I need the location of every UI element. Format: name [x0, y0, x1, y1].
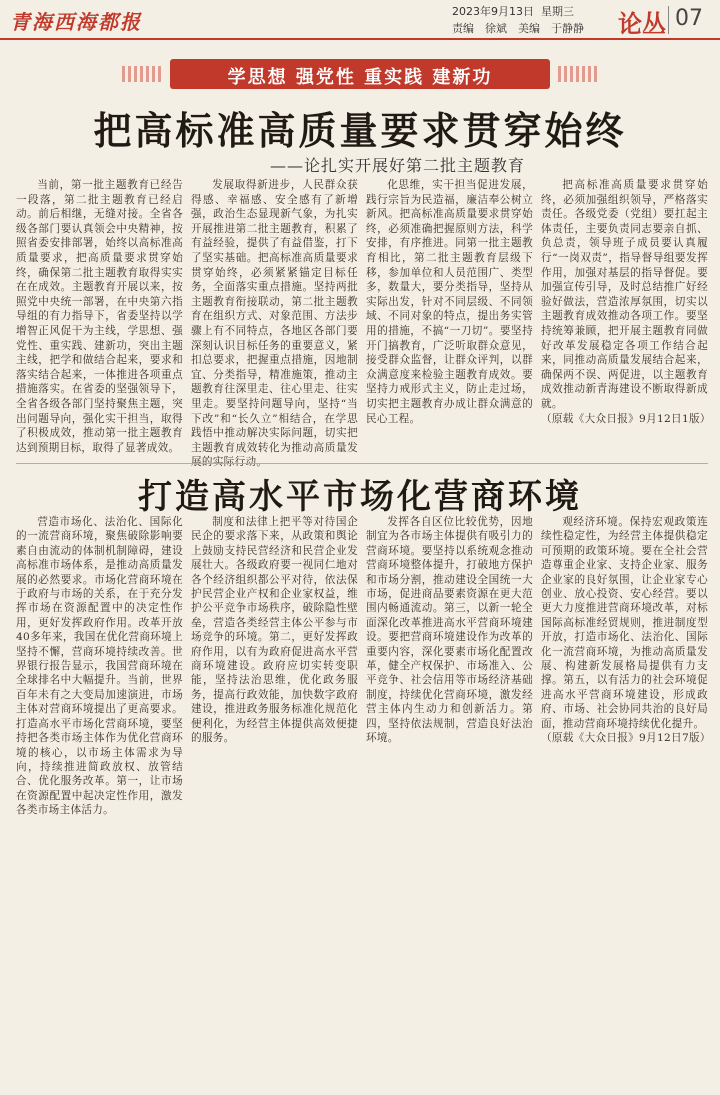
- section-name: 论丛: [618, 10, 666, 38]
- article1-column-1: [16, 178, 183, 461]
- article2-column-1: [16, 515, 183, 1090]
- paragraph: 当前，第一批主题教育已经告一段落，第二批主题教育已经启动。前后相继，无缝对接。全省各级各部门要认真领会中央精神，按照省委安排部署，始终以高标准高质量要求，把高质量要求贯穿始终，确保第二批主题教育取得实实在在成效。主题教育开展以来，按照党中央统一部署，在中央第六指导组的有力指导下，省委坚持以学增智正风促干为主线，学思想、强党性、重实践、建新功，突出主题主线，把学和做结合起来，要求和落实结合起来，一体推进各项重点措施落实。在省委的坚强领导下，全省各级各部门坚持聚焦主题，突出问题导向，强化实干担当，取得了积极成效，推动第一批主题教育达到预期目标，取得了显著成效。: [16, 179, 183, 454]
- issue-date: 2023年9月13日: [452, 5, 534, 18]
- page-divider: [668, 6, 669, 34]
- masthead: [0, 0, 720, 40]
- article1-column-4: [541, 178, 711, 461]
- paper-name: 青海西海都报: [10, 10, 142, 34]
- slogan-text: 学思想 强党性 重实践 建新功: [227, 67, 493, 88]
- weekday: 星期三: [541, 5, 574, 18]
- article2-column-3: [366, 515, 533, 1090]
- date-line: [452, 3, 574, 19]
- article1-column-3: [366, 178, 533, 461]
- article1-column-2: [191, 178, 358, 461]
- article1-body: [16, 178, 711, 461]
- editors-line: 责编 徐斌 美编 于静静: [452, 22, 584, 35]
- article2-body: [16, 515, 711, 1090]
- article-divider: [16, 463, 708, 464]
- paragraph: 把高标准高质量要求贯穿始终，必须加强组织领导，严格落实责任。各级党委（党组）要扛起主体责任，主要负责同志要亲自抓、负总责，领导班子成员要认真履行“一岗双责”，指导督导组要发挥作用，加强对基层的指导督促。要加强宣传引导，及时总结推广好经验好做法，营造浓厚氛围，切实以主题教育成效推动各项工作。要坚持统筹兼顾，把开展主题教育同做好改革发展稳定各项工作结合起来，同推动高质量发展结合起来，确保两不误、两促进，以主题教育成效推动新青海建设不断取得新成就。: [541, 179, 708, 410]
- article2-source: （原载《大众日报》9月12日7版）: [541, 732, 711, 745]
- slogan-banner: [170, 59, 550, 89]
- article2-column-2: [191, 515, 358, 1090]
- paragraph: 化思维，实干担当促进发展，践行宗旨为民造福，廉洁奉公树立新风。把高标准高质量要求贯穿始终，必须准确把握原则方法，科学安排，有序推进。同第一批主题教育相比，第二批主题教育层级下移，参加单位和人员范围广、类型多，数量大，要分类指导，坚持从实际出发，针对不同层级、不同领域、不同对象的特点，提出务实管用的措施，不搞“一刀切”。要坚持开门搞教育，广泛听取群众意见，接受群众监督，让群众评判，以群众满意度来检验主题教育成效。要坚持力戒形式主义，防止走过场，切实把主题教育办成让群众满意的民心工程。: [366, 179, 533, 425]
- article1-source: （原载《大众日报》9月12日1版）: [541, 412, 711, 425]
- paragraph: 发挥各自区位比较优势，因地制宜为各市场主体提供有吸引力的营商环境。要坚持以系统观念推动营商环境整体提升，打破地方保护和市场分割，推动建设全国统一大市场，促进商品要素资源在更大范围内畅通流动。第三，以新一轮全面深化改革推进高水平营商环境建设。要把营商环境建设作为改革的重要内容，深化要素市场化配置改革，健全产权保护、市场准入、公平竞争、社会信用等市场经济基础制度，持续优化营商环境，激发经营主体内生动力和创新活力。第四，坚持依法规制，营造良好法治环境。: [366, 516, 533, 745]
- paragraph: 制度和法律上把平等对待国企民企的要求落下来，从政策和舆论上鼓励支持民营经济和民营企业发展壮大。各级政府要一视同仁地对各个经济组织都公平对待，依法保护民营企业产权和企业家权益，维护公平竞争市场秩序，破除隐性壁垒，营造各类经营主体公平参与市场竞争的环境。第二，更好发挥政府作用，以有为政府促进高水平营商环境建设。政府应切实转变职能，坚持法治思维，优化政务服务，提高行政效能，加快数字政府建设，推进政务服务标准化规范化便利化，为经营主体提供高效便捷的服务。: [191, 516, 358, 745]
- paragraph: 发展取得新进步，人民群众获得感、幸福感、安全感有了新增强，政治生态显现新气象，为扎实开展推进第二批主题教育，积累了有益经验，提供了有益借鉴，打下了坚实基础。把高标准高质量要求贯穿始终，必须紧紧锚定目标任务，全面落实重点措施。坚持两批主题教育衔接联动，第二批主题教育在组织方式、对象范围、方法步骤上有不同特点，各地区各部门要深刻认识目标任务的重要意义，紧扣总要求，把握重点措施，因地制宜、分类指导，精准施策，推动主题教育往深里走、往心里走、往实里走。要坚持问题导向，坚持“当下改”和“长久立”相结合，在学思践悟中推动解决实际问题，切实把主题教育成效转化为推动高质量发: [191, 179, 358, 454]
- page-number: 07: [675, 6, 703, 31]
- slogan-ornament-right: [558, 66, 598, 82]
- slogan-ornament-left: [122, 66, 162, 82]
- article2-column-4: [541, 515, 711, 1090]
- paragraph: 营造市场化、法治化、国际化的一流营商环境，聚焦破除影响要素自由流动的体制机制障碍，建设高标准市场体系，是推动高质量发展的必然要求。市场化营商环境在于政府与市场的关系，在于充分发挥市场在资源配置中的决定性作用，更好发挥政府作用。改革开放40多年来，我国在优化营商环境上坚持不懈，营商环境持续改善。世界银行报告显示，我国营商环境在全球排名中大幅提升。当前，世界百年未有之大变局加速演进，市场主体对营商环境提出了更高要求。打造高水平市场化营商环境，要坚持把各类市场主体作为优化营商环境的核心，以市场主体需求为导向，持续推进简政放权、放管结合、优化服务改革。第一，让市场在资源配置中起决定性作用，激发各类市场主体活力。: [16, 516, 183, 817]
- article1-subtitle: ——论扎实开展好第二批主题教育: [270, 156, 526, 175]
- article2-title: 打造高水平市场化营商环境: [138, 477, 582, 517]
- paragraph: 观经济环境。保持宏观政策连续性稳定性，为经营主体提供稳定可预期的政策环境。要在全社会营造尊重企业家、支持企业家、服务企业家的良好氛围，让企业家专心创业、放心投资、安心经营。要以更大力度推进营商环境改革，对标国际高标准经贸规则，推进制度型开放，打造市场化、法治化、国际化一流营商环境，为推动高质量发展、构建新发展格局提供有力支撑。第五，以有活力的社会环境促进高水平营商环境建设，形成政府、市场、社会协同共治的良好局面，推动营商环境持续优化提升。: [541, 516, 708, 730]
- article1-title: 把高标准高质量要求贯穿始终: [93, 109, 627, 153]
